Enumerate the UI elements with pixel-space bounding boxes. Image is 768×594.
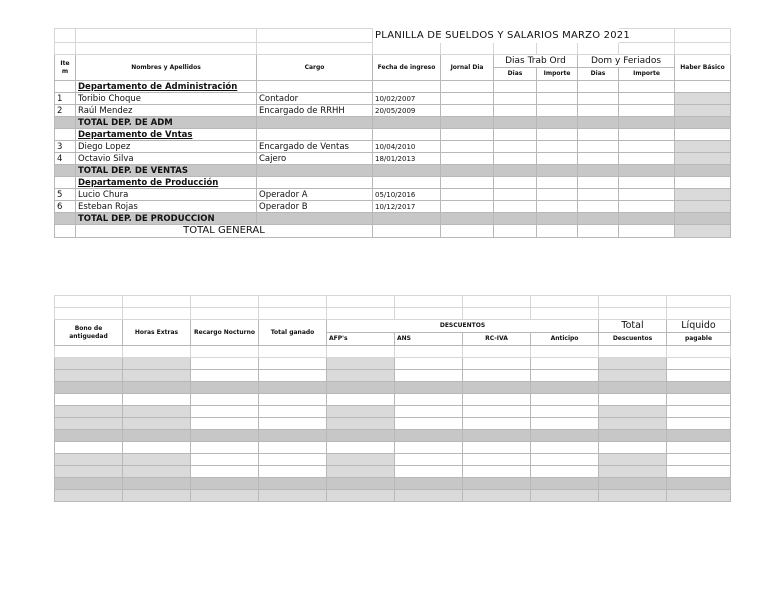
- table-cell: [619, 201, 675, 213]
- table-cell: [327, 490, 395, 502]
- table-cell: [667, 418, 731, 430]
- table-cell: [619, 213, 675, 225]
- header-cargo: Cargo: [257, 55, 373, 81]
- table-cell: [123, 382, 191, 394]
- table-cell: [463, 454, 531, 466]
- table-cell: [463, 430, 531, 442]
- table-cell: [599, 358, 667, 370]
- table-cell: [259, 406, 327, 418]
- table-cell: [123, 406, 191, 418]
- table-cell: [327, 430, 395, 442]
- department-label: Departamento de Administración: [76, 81, 257, 93]
- table-row: [55, 454, 731, 466]
- table-cell: [373, 117, 441, 129]
- table-cell: [619, 141, 675, 153]
- header-item: Ite m: [55, 55, 76, 81]
- table-cell: [441, 81, 494, 93]
- table-cell: [259, 358, 327, 370]
- header-haber: Haber Básico: [675, 55, 731, 81]
- table-cell: [675, 117, 731, 129]
- table-cell: [327, 418, 395, 430]
- table-cell: [463, 370, 531, 382]
- table-cell: [599, 466, 667, 478]
- item-number: 6: [55, 201, 76, 213]
- table-cell: [327, 442, 395, 454]
- table-cell: [191, 382, 259, 394]
- table-cell: [191, 490, 259, 502]
- table-row: [55, 394, 731, 406]
- table-cell: [675, 153, 731, 165]
- table-row: [55, 93, 731, 105]
- table-cell: [259, 454, 327, 466]
- table-cell: [667, 442, 731, 454]
- employee-cargo: Encargado de Ventas: [257, 141, 373, 153]
- table-cell: [667, 478, 731, 490]
- employee-cargo: Operador B: [257, 201, 373, 213]
- table-cell: [578, 177, 619, 189]
- table-cell: [537, 213, 578, 225]
- table-row: [55, 490, 731, 502]
- header-total-bottom: Descuentos: [599, 333, 667, 346]
- item-number: 5: [55, 189, 76, 201]
- table-cell: [494, 93, 537, 105]
- table-row: [55, 406, 731, 418]
- table-cell: [55, 406, 123, 418]
- table-cell: [578, 201, 619, 213]
- table-cell: [599, 454, 667, 466]
- table-row: [55, 466, 731, 478]
- department-label: Departamento de Vntas: [76, 129, 257, 141]
- table-cell: [667, 490, 731, 502]
- table-cell: [531, 382, 599, 394]
- table-cell: [191, 394, 259, 406]
- table-cell: [463, 490, 531, 502]
- table-cell: [441, 189, 494, 201]
- table-cell: [55, 490, 123, 502]
- table-cell: [599, 394, 667, 406]
- table-cell: [123, 490, 191, 502]
- employee-fecha: 20/05/2009: [373, 105, 441, 117]
- table-row: [55, 370, 731, 382]
- table-row: [55, 129, 731, 141]
- table-cell: [675, 201, 731, 213]
- table-cell: [373, 213, 441, 225]
- header-fecha: Fecha de ingreso: [373, 55, 441, 81]
- table-row: [55, 153, 731, 165]
- payroll-table: [54, 28, 731, 238]
- table-cell: [667, 406, 731, 418]
- table-cell: [599, 406, 667, 418]
- table-row: [55, 141, 731, 153]
- table-cell: [578, 153, 619, 165]
- table-cell: [619, 153, 675, 165]
- table-cell: [599, 442, 667, 454]
- table-cell: [675, 129, 731, 141]
- table-cell: [191, 478, 259, 490]
- employee-fecha: 18/01/2013: [373, 153, 441, 165]
- table-cell: [441, 129, 494, 141]
- table-cell: [259, 382, 327, 394]
- header-dias: Dias: [494, 68, 537, 81]
- table-cell: [599, 418, 667, 430]
- table-cell: [531, 478, 599, 490]
- table-cell: [259, 394, 327, 406]
- employee-cargo: Operador A: [257, 189, 373, 201]
- table-cell: [327, 466, 395, 478]
- table-cell: [395, 454, 463, 466]
- table-cell: [494, 81, 537, 93]
- table-cell: [494, 105, 537, 117]
- table-cell: [578, 165, 619, 177]
- employee-fecha: 10/12/2017: [373, 201, 441, 213]
- table-cell: [259, 442, 327, 454]
- table-cell: [463, 466, 531, 478]
- table-cell: [619, 93, 675, 105]
- table-cell: [55, 177, 76, 189]
- table-cell: [395, 442, 463, 454]
- table-cell: [675, 93, 731, 105]
- deductions-rows: [55, 358, 731, 502]
- header-ans: ANS: [395, 333, 463, 346]
- table-cell: [619, 189, 675, 201]
- table-cell: [463, 442, 531, 454]
- table-cell: [599, 478, 667, 490]
- employee-fecha: 10/04/2010: [373, 141, 441, 153]
- table-cell: [123, 478, 191, 490]
- employee-cargo: Cajero: [257, 153, 373, 165]
- table-cell: [257, 129, 373, 141]
- department-total-label: TOTAL DEP. DE PRODUCCION: [76, 213, 257, 225]
- table-cell: [531, 406, 599, 418]
- table-cell: [578, 105, 619, 117]
- table-cell: [494, 177, 537, 189]
- table-cell: [531, 430, 599, 442]
- table-cell: [395, 418, 463, 430]
- table-cell: [259, 478, 327, 490]
- header-liquido-top: Líquido: [667, 320, 731, 333]
- employee-name: Toribio Choque: [76, 93, 257, 105]
- deductions-table: [54, 295, 731, 502]
- item-number: 2: [55, 105, 76, 117]
- table-cell: [257, 213, 373, 225]
- table-row: [55, 105, 731, 117]
- table-cell: [531, 454, 599, 466]
- table-cell: [463, 394, 531, 406]
- table-cell: [537, 141, 578, 153]
- table-cell: [675, 177, 731, 189]
- table-cell: [667, 358, 731, 370]
- header-bono: Bono de antiguedad: [55, 320, 123, 346]
- header-jornal: Jornal Dia: [441, 55, 494, 81]
- header-dom-feriados: Dom y Feriados: [578, 55, 675, 68]
- table-cell: [55, 129, 76, 141]
- header-rciva: RC-IVA: [463, 333, 531, 346]
- table-cell: [463, 418, 531, 430]
- table-cell: [537, 189, 578, 201]
- table-cell: [531, 442, 599, 454]
- table-row: [55, 213, 731, 225]
- table-cell: [494, 141, 537, 153]
- header-liquido-bottom: pagable: [667, 333, 731, 346]
- header-descuentos: DESCUENTOS: [327, 320, 599, 333]
- table-cell: [537, 165, 578, 177]
- table-cell: [55, 81, 76, 93]
- table-cell: [327, 478, 395, 490]
- table-row: [55, 418, 731, 430]
- table-row: [55, 165, 731, 177]
- table-cell: [537, 93, 578, 105]
- table-cell: [191, 406, 259, 418]
- table-row: [55, 358, 731, 370]
- table-cell: [55, 466, 123, 478]
- table-cell: [191, 418, 259, 430]
- table-cell: [619, 165, 675, 177]
- table-cell: [675, 105, 731, 117]
- table-cell: [619, 105, 675, 117]
- item-number: 4: [55, 153, 76, 165]
- table-cell: [191, 430, 259, 442]
- table-cell: [599, 490, 667, 502]
- table-cell: [494, 201, 537, 213]
- employee-cargo: Encargado de RRHH: [257, 105, 373, 117]
- department-total-label: TOTAL DEP. DE VENTAS: [76, 165, 257, 177]
- table-row: [55, 442, 731, 454]
- table-cell: [531, 394, 599, 406]
- table-cell: [463, 358, 531, 370]
- table-cell: [259, 370, 327, 382]
- table-cell: [441, 177, 494, 189]
- table-cell: [55, 213, 76, 225]
- table-cell: [667, 382, 731, 394]
- table-cell: [259, 430, 327, 442]
- employee-name: Diego Lopez: [76, 141, 257, 153]
- header-total-ganado: Total ganado: [259, 320, 327, 346]
- table-cell: [531, 490, 599, 502]
- table-cell: [599, 370, 667, 382]
- table-cell: [531, 358, 599, 370]
- table-cell: [494, 129, 537, 141]
- table-cell: [667, 454, 731, 466]
- table-cell: [327, 454, 395, 466]
- table-cell: [55, 478, 123, 490]
- table-cell: [123, 454, 191, 466]
- table-cell: [578, 213, 619, 225]
- table-cell: [191, 442, 259, 454]
- employee-name: Octavio Silva: [76, 153, 257, 165]
- table-cell: [667, 370, 731, 382]
- table-cell: [55, 382, 123, 394]
- table-cell: [494, 189, 537, 201]
- table-cell: [463, 478, 531, 490]
- table-cell: [441, 141, 494, 153]
- table-cell: [667, 394, 731, 406]
- table-cell: [191, 358, 259, 370]
- table-cell: [395, 478, 463, 490]
- header-total-top: Total: [599, 320, 667, 333]
- table-row: [55, 117, 731, 129]
- table-cell: [537, 117, 578, 129]
- table-cell: [619, 177, 675, 189]
- employee-name: Esteban Rojas: [76, 201, 257, 213]
- table-cell: [537, 105, 578, 117]
- table-cell: [599, 430, 667, 442]
- table-cell: [578, 93, 619, 105]
- table-cell: [463, 382, 531, 394]
- table-row: [55, 478, 731, 490]
- employee-fecha: 05/10/2016: [373, 189, 441, 201]
- employee-name: Raúl Mendez: [76, 105, 257, 117]
- table-row: [55, 430, 731, 442]
- table-cell: [675, 189, 731, 201]
- table-cell: [537, 129, 578, 141]
- table-cell: [395, 466, 463, 478]
- table-row: [55, 189, 731, 201]
- table-cell: [494, 213, 537, 225]
- table-cell: [441, 117, 494, 129]
- header-horas: Horas Extras: [123, 320, 191, 346]
- table-cell: [619, 81, 675, 93]
- table-cell: [599, 382, 667, 394]
- payroll-rows: [55, 81, 731, 225]
- item-number: 3: [55, 141, 76, 153]
- header-nombres: Nombres y Apellidos: [76, 55, 257, 81]
- table-cell: [55, 370, 123, 382]
- table-cell: [441, 165, 494, 177]
- table-cell: [578, 117, 619, 129]
- table-cell: [578, 129, 619, 141]
- header-dias-2: Dias: [578, 68, 619, 81]
- table-cell: [675, 165, 731, 177]
- header-anticipo: Anticipo: [531, 333, 599, 346]
- page-title: PLANILLA DE SUELDOS Y SALARIOS MARZO 2021: [375, 29, 630, 41]
- table-cell: [441, 153, 494, 165]
- table-cell: [191, 454, 259, 466]
- table-row: [55, 177, 731, 189]
- table-row: [55, 81, 731, 93]
- table-cell: [55, 394, 123, 406]
- table-cell: [123, 358, 191, 370]
- table-cell: [373, 177, 441, 189]
- table-cell: [441, 105, 494, 117]
- table-row: [55, 201, 731, 213]
- table-cell: [531, 466, 599, 478]
- table-cell: [55, 117, 76, 129]
- department-total-label: TOTAL DEP. DE ADM: [76, 117, 257, 129]
- table-cell: [55, 418, 123, 430]
- employee-cargo: Contador: [257, 93, 373, 105]
- table-cell: [395, 490, 463, 502]
- table-cell: [257, 117, 373, 129]
- table-cell: [55, 442, 123, 454]
- table-cell: [123, 466, 191, 478]
- header-recargo: Recargo Nocturno: [191, 320, 259, 346]
- table-cell: [531, 370, 599, 382]
- table-cell: [537, 201, 578, 213]
- table-cell: [327, 358, 395, 370]
- table-cell: [463, 406, 531, 418]
- table-cell: [191, 370, 259, 382]
- table-cell: [494, 153, 537, 165]
- table-cell: [667, 430, 731, 442]
- table-cell: [55, 454, 123, 466]
- table-cell: [537, 177, 578, 189]
- table-cell: [257, 177, 373, 189]
- table-cell: [373, 165, 441, 177]
- table-cell: [531, 418, 599, 430]
- table-cell: [619, 129, 675, 141]
- table-cell: [494, 117, 537, 129]
- total-general: TOTAL GENERAL: [76, 225, 373, 238]
- item-number: 1: [55, 93, 76, 105]
- table-cell: [578, 141, 619, 153]
- table-cell: [441, 201, 494, 213]
- table-cell: [619, 117, 675, 129]
- table-cell: [395, 370, 463, 382]
- header-importe-2: Importe: [619, 68, 675, 81]
- table-cell: [123, 370, 191, 382]
- table-cell: [667, 466, 731, 478]
- table-cell: [327, 382, 395, 394]
- employee-name: Lucio Chura: [76, 189, 257, 201]
- table-cell: [675, 141, 731, 153]
- table-row: [55, 382, 731, 394]
- table-cell: [373, 81, 441, 93]
- table-cell: [494, 165, 537, 177]
- table-cell: [327, 406, 395, 418]
- table-cell: [55, 165, 76, 177]
- table-cell: [259, 418, 327, 430]
- table-cell: [257, 165, 373, 177]
- table-cell: [259, 466, 327, 478]
- header-dias-trab: Dias Trab Ord: [494, 55, 578, 68]
- table-cell: [123, 430, 191, 442]
- table-cell: [675, 213, 731, 225]
- table-cell: [578, 189, 619, 201]
- table-cell: [257, 81, 373, 93]
- table-cell: [441, 93, 494, 105]
- table-cell: [537, 153, 578, 165]
- header-afps: AFP's: [327, 333, 395, 346]
- table-cell: [373, 129, 441, 141]
- table-cell: [259, 490, 327, 502]
- table-cell: [191, 466, 259, 478]
- table-cell: [123, 394, 191, 406]
- department-label: Departamento de Producción: [76, 177, 257, 189]
- header-importe: Importe: [537, 68, 578, 81]
- table-cell: [395, 430, 463, 442]
- table-cell: [395, 358, 463, 370]
- table-cell: [327, 394, 395, 406]
- table-cell: [395, 406, 463, 418]
- table-cell: [441, 213, 494, 225]
- table-cell: [55, 430, 123, 442]
- table-cell: [395, 394, 463, 406]
- table-cell: [578, 81, 619, 93]
- table-cell: [123, 442, 191, 454]
- table-cell: [55, 358, 123, 370]
- table-cell: [675, 81, 731, 93]
- table-cell: [537, 81, 578, 93]
- table-cell: [395, 382, 463, 394]
- table-cell: [327, 370, 395, 382]
- employee-fecha: 10/02/2007: [373, 93, 441, 105]
- table-cell: [123, 418, 191, 430]
